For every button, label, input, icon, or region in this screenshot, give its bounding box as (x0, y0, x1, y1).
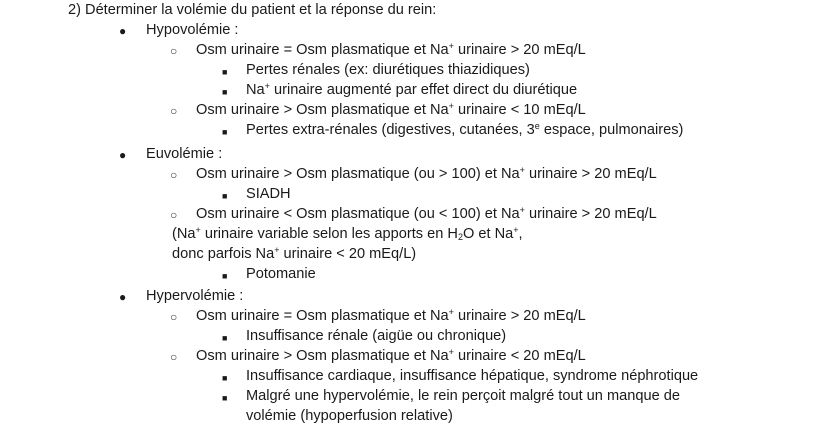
bullet-square: ■ (222, 373, 228, 383)
bullet-circle: ○ (170, 350, 178, 364)
bullet-disc: ● (119, 24, 127, 38)
item-pertes-extra-renales: Pertes extra-rénales (digestives, cutanées, 3e espace, pulmonaires) (246, 121, 684, 138)
criterion-hypo-1: Osm urinaire = Osm plasmatique et Na+ urinaire > 20 mEq/L (196, 41, 586, 58)
criterion-euvo-1: Osm urinaire > Osm plasmatique (ou > 100) et Na+ urinaire > 20 mEq/L (196, 165, 657, 182)
item-malgre-line-1: Malgré une hypervolémie, le rein perçoit malgré tout un manque de (246, 388, 681, 404)
bullet-circle: ○ (170, 208, 178, 222)
item-malgre-line-2: volémie (hypoperfusion relative) (246, 408, 453, 424)
item-na-augmente: Na+ urinaire augmenté par effet direct du diurétique (246, 81, 578, 98)
item-pertes-renales: Pertes rénales (ex: diurétiques thiazidiques) (246, 62, 530, 78)
bullet-disc: ● (119, 148, 127, 162)
bullet-square: ■ (222, 393, 228, 403)
note-line-1: (Na+ urinaire variable selon les apports en $H_2O$ et Na+, (172, 225, 523, 242)
section-title-hypervolemie: Hypervolémie : (146, 288, 244, 304)
criterion-hyper-1: Osm urinaire = Osm plasmatique et Na+ urinaire > 20 mEq/L (196, 307, 586, 324)
bullet-square: ■ (222, 271, 228, 281)
bullet-disc: ● (119, 290, 127, 304)
criterion-hyper-2: Osm urinaire > Osm plasmatique et Na+ urinaire < 20 mEq/L (196, 347, 586, 364)
heading: 2) Déterminer la volémie du patient et la réponse du rein: (68, 2, 437, 18)
bullet-circle: ○ (170, 104, 178, 118)
bullet-square: ■ (222, 67, 228, 77)
bullet-circle: ○ (170, 168, 178, 182)
note-line-2: donc parfois Na+ urinaire < 20 mEq/L) (172, 245, 417, 262)
bullet-square: ■ (222, 127, 228, 137)
bullet-circle: ○ (170, 44, 178, 58)
section-title-hypovolemie: Hypovolémie : (146, 22, 239, 38)
item-insuffisance-cardiaque: Insuffisance cardiaque, insuffisance hépatique, syndrome néphrotique (246, 368, 699, 384)
section-title-euvolemie: Euvolémie : (146, 146, 223, 162)
bullet-square: ■ (222, 191, 228, 201)
bullet-square: ■ (222, 87, 228, 97)
bullet-circle: ○ (170, 310, 178, 324)
item-insuffisance-renale: Insuffisance rénale (aigüe ou chronique) (246, 328, 507, 344)
criterion-euvo-2: Osm urinaire < Osm plasmatique (ou < 100) et Na+ urinaire > 20 mEq/L (196, 205, 657, 222)
criterion-hypo-2: Osm urinaire > Osm plasmatique et Na+ urinaire < 10 mEq/L (196, 101, 586, 118)
bullet-square: ■ (222, 333, 228, 343)
item-potomanie: Potomanie (246, 266, 316, 282)
item-siadh: SIADH (246, 186, 291, 202)
